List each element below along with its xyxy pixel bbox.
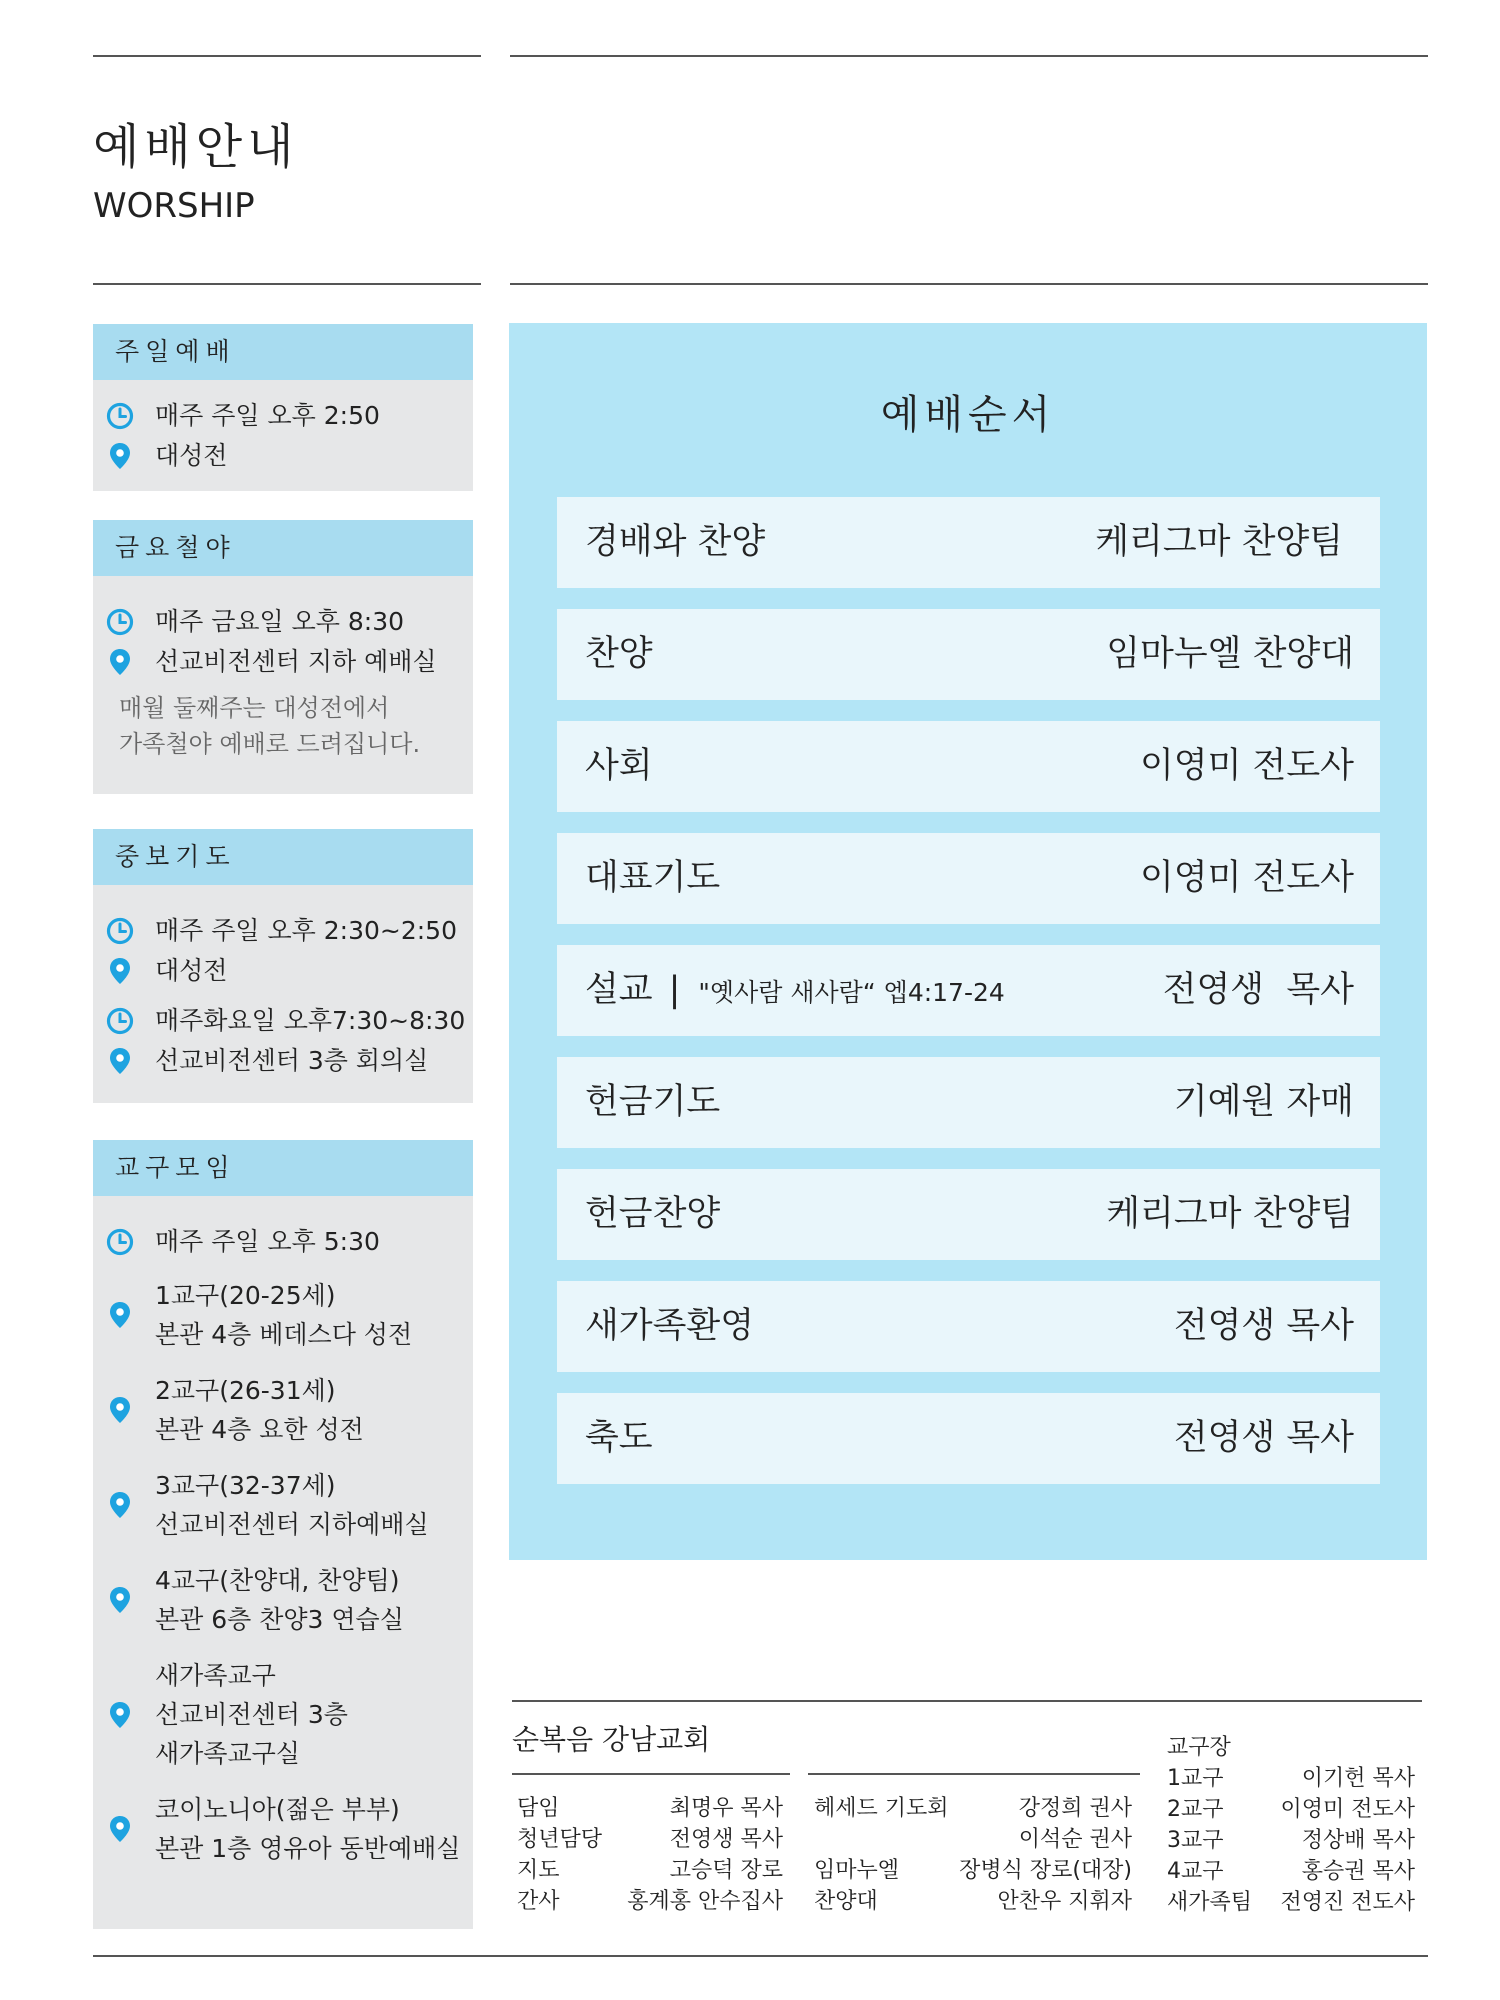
sunday-place-item: [93, 436, 473, 476]
staff-name: 정상배 목사: [1301, 1828, 1415, 1853]
staff-role: 청년담당: [517, 1827, 603, 1852]
staff-name: 홍계홍 안수집사: [627, 1889, 783, 1914]
staff-name: 고승덕 장로: [669, 1858, 783, 1883]
clock-icon: [105, 1227, 135, 1257]
group-place: 선교비전센터 3층: [155, 1700, 348, 1729]
staff-name: 장병식 장로(대장): [959, 1858, 1132, 1883]
staff-name: 강정희 권사: [1018, 1796, 1132, 1821]
location-pin-icon: [105, 1490, 135, 1520]
staff-row: [1167, 1887, 1415, 1918]
location-pin-icon: [105, 1046, 135, 1076]
clock-icon: [105, 1006, 135, 1036]
staff-name: 이석순 권사: [1018, 1827, 1132, 1852]
order-part: 헌금찬양: [585, 1194, 721, 1234]
page-subtitle: WORSHIP: [93, 186, 255, 226]
staff-role: 4교구: [1167, 1859, 1224, 1884]
top-rule-right: [510, 55, 1428, 57]
staff-row: [517, 1855, 783, 1886]
group-name: 새가족교구: [155, 1661, 276, 1690]
footer-rule-col1: [512, 1773, 790, 1775]
staff-role: 새가족팀: [1167, 1890, 1253, 1915]
staff-role: 2교구: [1167, 1797, 1224, 1822]
staff-role: 임마누엘: [814, 1858, 900, 1883]
friday-vigil-heading: 금요철야: [93, 520, 473, 576]
district-time: 매주 주일 오후 5:30: [155, 1227, 380, 1256]
order-part: 사회: [585, 746, 653, 786]
district-group-5: [93, 1656, 473, 1773]
order-row: [557, 721, 1380, 812]
order-part: 축도: [585, 1418, 653, 1458]
location-pin-icon: [105, 1395, 135, 1425]
friday-note: [119, 690, 473, 762]
location-pin-icon: [105, 956, 135, 986]
group-place: 선교비전센터 지하예배실: [155, 1510, 429, 1539]
order-leader: 이영미 전도사: [1140, 858, 1354, 898]
group-name: 1교구(20-25세): [155, 1281, 336, 1310]
location-pin-icon: [105, 647, 135, 677]
intercession-place1: 대성전: [155, 956, 228, 985]
order-part: 새가족환영: [585, 1306, 755, 1346]
district-box: [93, 1140, 473, 1929]
order-leader: 임마누엘 찬양대: [1106, 634, 1354, 674]
order-row: [557, 497, 1380, 588]
sunday-time: 매주 주일 오후 2:50: [155, 401, 380, 430]
staff-role: 찬양대: [814, 1889, 878, 1914]
order-row: [557, 1281, 1380, 1372]
worship-order-panel: [509, 323, 1427, 1560]
staff-row: [1167, 1825, 1415, 1856]
staff-list-2: [814, 1793, 1132, 1917]
staff-name: 이기헌 목사: [1301, 1766, 1415, 1791]
location-pin-icon: [105, 441, 135, 471]
friday-note-line2: 가족철야 예배로 드려집니다.: [119, 730, 421, 758]
intercession-heading: 중보기도: [93, 829, 473, 885]
staff-name: 전영생 목사: [669, 1827, 783, 1852]
page-title: 예배안내: [93, 119, 299, 175]
top-rule-left: [93, 55, 481, 57]
sunday-worship-heading: 주일예배: [93, 324, 473, 380]
staff-role: 담임: [517, 1796, 560, 1821]
order-part: 대표기도: [585, 858, 721, 898]
district-group-6: [93, 1790, 473, 1868]
clock-icon: [105, 916, 135, 946]
staff-list-1: [517, 1793, 783, 1917]
staff-list-title: 교구장: [1167, 1735, 1231, 1760]
order-leader: 전영생 목사: [1173, 1306, 1354, 1346]
friday-note-line1: 매월 둘째주는 대성전에서: [119, 694, 390, 722]
group-place: 본관 4층 베데스다 성전: [155, 1320, 413, 1349]
order-leader: 전영생 목사: [1162, 970, 1354, 1010]
staff-name: 최명우 목사: [669, 1796, 783, 1821]
group-name: 코이노니아(젊은 부부): [155, 1795, 400, 1824]
location-pin-icon: [105, 1700, 135, 1730]
district-group-2: [93, 1371, 473, 1449]
order-part: 헌금기도: [585, 1082, 721, 1122]
staff-row: [1167, 1856, 1415, 1887]
staff-role: 지도: [517, 1858, 560, 1883]
staff-row: [517, 1793, 783, 1824]
order-row: [557, 1393, 1380, 1484]
group-place-room: 새가족교구실: [155, 1739, 300, 1768]
location-pin-icon: [105, 1814, 135, 1844]
friday-place-item: [93, 642, 473, 682]
church-name: 순복음 강남교회: [512, 1723, 711, 1756]
staff-title-row: [1167, 1732, 1415, 1763]
staff-row: [517, 1824, 783, 1855]
district-time-item: [93, 1222, 473, 1262]
district-group-1: [93, 1276, 473, 1354]
group-place: 본관 6층 찬양3 연습실: [155, 1605, 404, 1634]
staff-row: [814, 1793, 1132, 1824]
order-row: [557, 609, 1380, 700]
order-row: [557, 1169, 1380, 1260]
clock-icon: [105, 401, 135, 431]
sermon-divider: |: [668, 970, 681, 1010]
header-rule-right: [510, 283, 1428, 285]
order-row: [557, 833, 1380, 924]
order-leader: 케리그마 찬양팀: [1106, 1194, 1354, 1234]
staff-row: [1167, 1794, 1415, 1825]
sermon-title: "옛사람 새사람“ 엡4:17-24: [698, 978, 1005, 1007]
friday-vigil-box: [93, 520, 473, 794]
intercession-time2-item: [93, 1001, 473, 1041]
order-row-sermon: [557, 945, 1380, 1036]
staff-list-3: [1167, 1732, 1415, 1918]
staff-role: 간사: [517, 1889, 560, 1914]
intercession-place2: 선교비전센터 3층 회의실: [155, 1046, 429, 1075]
intercession-time1: 매주 주일 오후 2:30~2:50: [155, 916, 457, 945]
intercession-time1-item: [93, 911, 473, 951]
friday-place: 선교비전센터 지하 예배실: [155, 647, 437, 676]
staff-row: [517, 1886, 783, 1917]
header-rule-left: [93, 283, 481, 285]
group-name: 3교구(32-37세): [155, 1471, 336, 1500]
staff-name: 이영미 전도사: [1280, 1797, 1415, 1822]
sunday-worship-box: [93, 324, 473, 491]
footer-top-rule: [512, 1700, 1422, 1702]
intercession-time2: 매주화요일 오후7:30~8:30: [155, 1006, 466, 1035]
group-place: 본관 1층 영유아 동반예배실: [155, 1834, 461, 1863]
intercession-place2-item: [93, 1041, 473, 1081]
staff-row: [1167, 1763, 1415, 1794]
clock-icon: [105, 607, 135, 637]
intercession-place1-item: [93, 951, 473, 991]
staff-role: 1교구: [1167, 1766, 1224, 1791]
order-row: [557, 1057, 1380, 1148]
staff-name: 전영진 전도사: [1280, 1890, 1415, 1915]
group-name: 2교구(26-31세): [155, 1376, 336, 1405]
staff-name: 홍승권 목사: [1301, 1859, 1415, 1884]
staff-name: 안찬우 지휘자: [997, 1889, 1132, 1914]
friday-time-item: [93, 602, 473, 642]
order-leader: 케리그마 찬양팀: [1095, 522, 1343, 562]
group-place: 본관 4층 요한 성전: [155, 1415, 364, 1444]
friday-time: 매주 금요일 오후 8:30: [155, 607, 405, 636]
staff-row: [814, 1886, 1132, 1917]
bottom-rule: [93, 1955, 1428, 1957]
staff-row: [814, 1855, 1132, 1886]
location-pin-icon: [105, 1300, 135, 1330]
sunday-place: 대성전: [155, 441, 228, 470]
order-leader: 기예원 자매: [1173, 1082, 1354, 1122]
district-group-4: [93, 1561, 473, 1639]
worship-order-title: 예배순서: [880, 392, 1056, 438]
group-name: 4교구(찬양대, 찬양팀): [155, 1566, 400, 1595]
footer-rule-col2: [808, 1773, 1140, 1775]
location-pin-icon: [105, 1585, 135, 1615]
order-leader: 이영미 전도사: [1140, 746, 1354, 786]
intercession-box: [93, 829, 473, 1103]
sunday-time-item: [93, 396, 473, 436]
order-part: 설교: [585, 970, 653, 1010]
staff-role: 헤세드 기도회: [814, 1796, 949, 1821]
order-leader: 전영생 목사: [1173, 1418, 1354, 1458]
staff-row: [814, 1824, 1132, 1855]
staff-role: 3교구: [1167, 1828, 1224, 1853]
district-heading: 교구모임: [93, 1140, 473, 1196]
district-group-3: [93, 1466, 473, 1544]
order-part: 경배와 찬양: [585, 522, 766, 562]
order-part: 찬양: [585, 634, 653, 674]
